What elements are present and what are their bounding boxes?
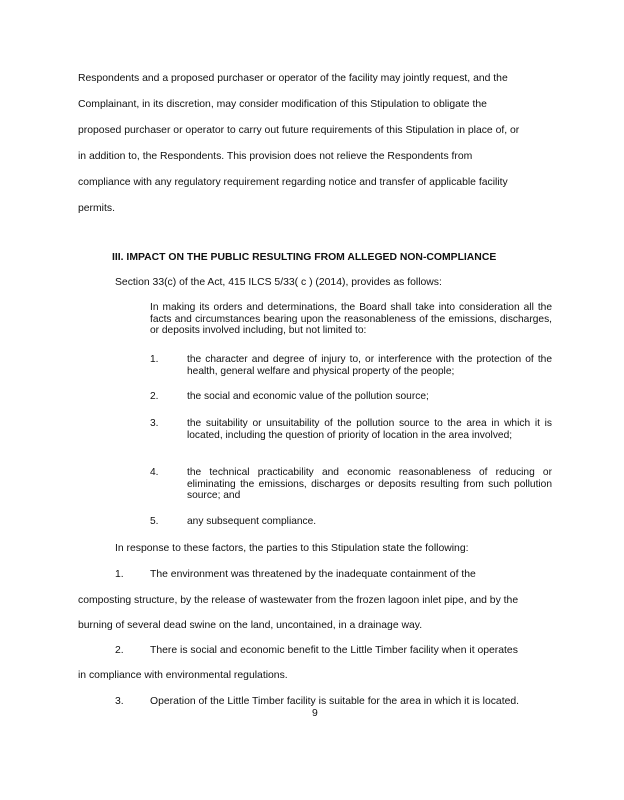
factor-number: 4. xyxy=(150,467,159,478)
factor-text: any subsequent compliance. xyxy=(187,516,317,527)
response-number: 2. xyxy=(115,645,124,656)
body-line: Complainant, in its discretion, may consider modification of this Stipulation to obligate the xyxy=(78,99,487,110)
response-number: 1. xyxy=(115,569,124,580)
section-heading: III. IMPACT ON THE PUBLIC RESULTING FROM ALLEGED NON-COMPLIANCE xyxy=(112,252,497,263)
factor-number: 5. xyxy=(150,516,159,527)
body-line: proposed purchaser or operator to carry out future requirements of this Stipulation in place of, or xyxy=(78,125,520,136)
response-line: burning of several dead swine on the land, uncontained, in a drainage way. xyxy=(78,620,423,631)
factor-number: 3. xyxy=(150,418,159,429)
factor-text: the social and economic value of the pollution source; xyxy=(187,391,429,402)
factor-number: 1. xyxy=(150,354,159,365)
response-line: There is social and economic benefit to the Little Timber facility when it operates xyxy=(150,645,518,656)
factor-number: 2. xyxy=(150,391,159,402)
response-line: in compliance with environmental regulations. xyxy=(78,670,288,681)
factor-text: the character and degree of injury to, or interference with the protection of the health, general welfare and physical property of the people; xyxy=(187,354,552,377)
response-number: 3. xyxy=(115,696,124,707)
body-line: compliance with any regulatory requirement regarding notice and transfer of applicable facility xyxy=(78,177,508,188)
response-line: The environment was threatened by the inadequate containment of the xyxy=(150,569,476,580)
response-line: composting structure, by the release of wastewater from the frozen lagoon inlet pipe, and by the xyxy=(78,595,519,606)
response-intro: In response to these factors, the parties to this Stipulation state the following: xyxy=(115,543,469,554)
body-line: permits. xyxy=(78,203,115,214)
body-line: Respondents and a proposed purchaser or operator of the facility may jointly request, and the xyxy=(78,73,508,84)
factor-text: the suitability or unsuitability of the pollution source to the area in which it is located, including the question of priority of location in the area involved; xyxy=(187,418,552,441)
page-number: 9 xyxy=(312,708,318,719)
intro-line: Section 33(c) of the Act, 415 ILCS 5/33( c ) (2014), provides as follows: xyxy=(115,277,442,288)
quote-intro: In making its orders and determinations, the Board shall take into consideration all the facts and circumstances bearing upon the reasonableness of the emissions, discharges, or deposits involved including, but not limited to: xyxy=(150,302,552,337)
body-line: in addition to, the Respondents. This provision does not relieve the Respondents from xyxy=(78,151,473,162)
response-line: Operation of the Little Timber facility is suitable for the area in which it is located. xyxy=(150,696,520,707)
factor-text: the technical practicability and economic reasonableness of reducing or eliminating the emissions, discharges or deposits resulting from such pollution source; and xyxy=(187,467,552,502)
